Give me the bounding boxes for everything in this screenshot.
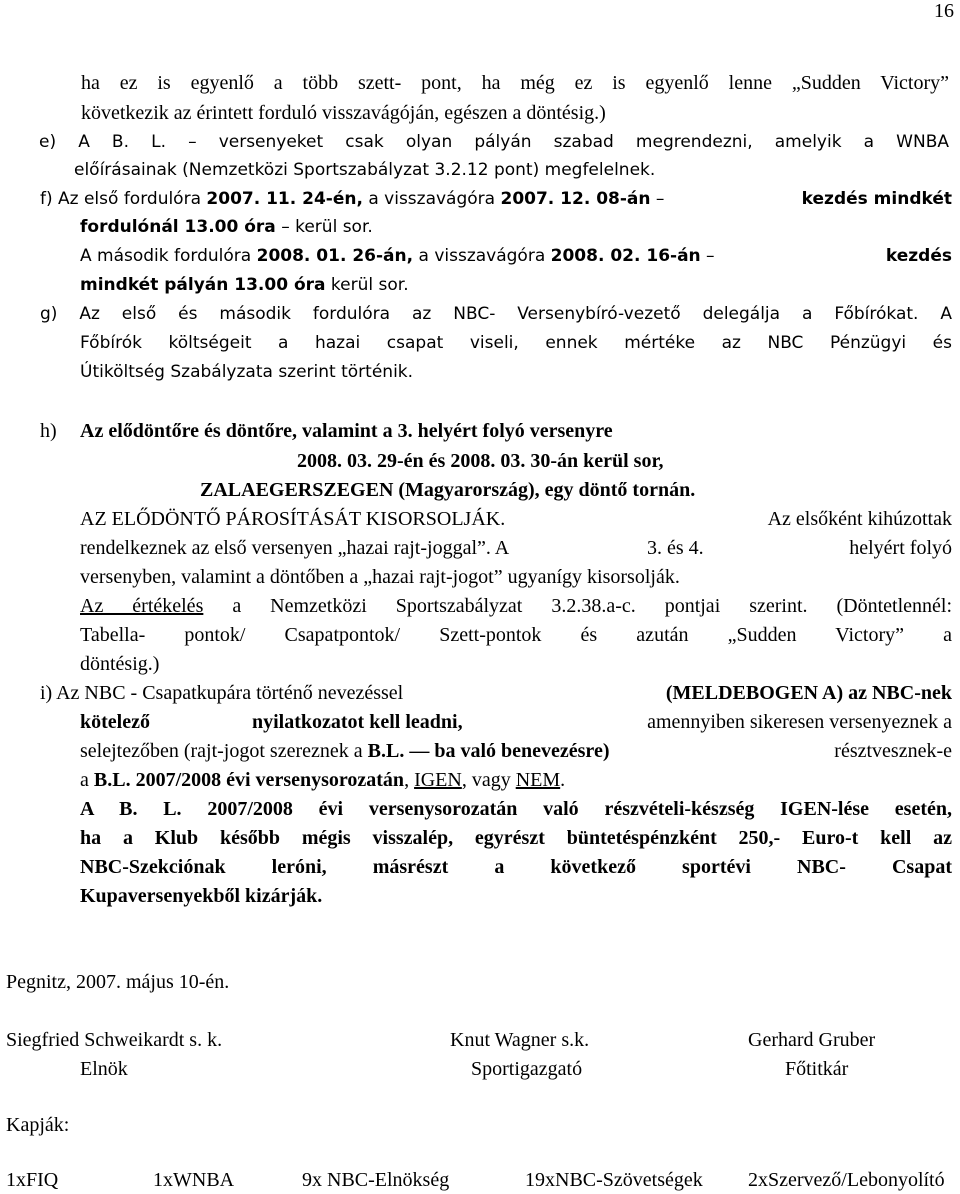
- recipient-item: 1xWNBA: [153, 1169, 235, 1191]
- text-line: Kupaversenyekből kizárják.: [80, 885, 323, 907]
- text-segment: selejtezőben (rajt-jogot szereznek a B.L. — ba való benevezésre): [80, 740, 610, 762]
- text-line: következik az érintett forduló visszavágóján, egészen a döntésig.): [81, 102, 606, 124]
- text-line: [80, 739, 952, 763]
- text-segment: nyilatkozatot kell leadni,: [252, 711, 463, 733]
- text-line: fordulónál 13.00 óra – kerül sor.: [80, 217, 373, 237]
- list-label-h: h): [40, 420, 57, 442]
- text-segment: AZ ELŐDÖNTŐ PÁROSÍTÁSÁT KISORSOLJÁK.: [80, 508, 506, 530]
- text-segment: i) Az NBC - Csapatkupára történő nevezéssel: [40, 682, 404, 704]
- text-line: [80, 710, 952, 734]
- recipient-item: 2xSzervező/Lebonyolító: [748, 1169, 945, 1191]
- text-line: [40, 681, 952, 705]
- recipient-item: 19xNBC-Szövetségek: [525, 1169, 703, 1191]
- text-line: A B. L. 2007/2008 évi versenysorozatán való részvételi-készség IGEN-lése esetén,: [80, 798, 952, 820]
- text-line: a B.L. 2007/2008 évi versenysorozatán, IGEN, vagy NEM.: [80, 769, 566, 791]
- signature-role: Sportigazgató: [471, 1058, 583, 1080]
- text-segment: (MELDEBOGEN A) az NBC-nek: [665, 682, 952, 704]
- signature-role: Főtitkár: [785, 1058, 849, 1080]
- text-line: Tabella- pontok/ Csapatpontok/ Szett-pontok és azután „Sudden Victory” a: [80, 624, 952, 646]
- page-number: 16: [934, 0, 954, 22]
- text-line: ha a Klub később mégis visszalép, egyrészt büntetéspénzként 250,- Euro-t kell az: [80, 827, 952, 849]
- text-segment: A második fordulóra 2008. 01. 26-án, a visszavágóra 2008. 02. 16-án –: [80, 246, 715, 266]
- text-line: Az értékelés a Nemzetközi Sportszabályzat 3.2.38.a-c. pontjai szerint. (Döntetlennél:: [80, 595, 952, 617]
- signature-name: Gerhard Gruber: [748, 1029, 876, 1051]
- text-segment: f) Az első fordulóra 2007. 11. 24-én, a visszavágóra 2007. 12. 08-án –: [40, 189, 665, 209]
- signature-name: Siegfried Schweikardt s. k.: [6, 1029, 223, 1051]
- text-segment: kezdés: [885, 246, 952, 266]
- place-date: Pegnitz, 2007. május 10-én.: [6, 971, 230, 993]
- text-line: [80, 536, 952, 560]
- text-segment: Az elsőként kihúzottak: [767, 508, 952, 530]
- section-h-place: ZALAEGERSZEGEN (Magyarország), egy döntő tornán.: [200, 479, 696, 501]
- text-line: mindkét pályán 13.00 óra kerül sor.: [80, 275, 409, 295]
- recipient-item: 9x NBC-Elnökség: [302, 1169, 450, 1191]
- signature-role: Elnök: [80, 1058, 128, 1080]
- section-h-dates: 2008. 03. 29-én és 2008. 03. 30-án kerül sor,: [297, 450, 664, 472]
- text-segment: 3. és 4.: [647, 537, 704, 559]
- section-h-title: Az elődöntőre és döntőre, valamint a 3. helyért folyó versenyre: [80, 420, 613, 442]
- text-line: g) Az első és második fordulóra az NBC- Versenybíró-vezető delegálja a Főbírókat. A: [40, 304, 952, 324]
- signature-name: Knut Wagner s.k.: [450, 1029, 590, 1051]
- text-line: [40, 187, 952, 211]
- text-segment: kezdés mindkét: [801, 189, 952, 209]
- text-line: előírásainak (Nemzetközi Sportszabályzat 3.2.12 pont) megfelelnek.: [74, 160, 656, 180]
- text-line: ha ez is egyenlő a több szett- pont, ha még ez is egyenlő lenne „Sudden Victory”: [81, 72, 949, 94]
- text-segment: helyért folyó: [849, 537, 952, 559]
- text-segment: rendelkeznek az első versenyen „hazai rajt-joggal”. A: [80, 537, 510, 559]
- text-line: NBC-Szekciónak leróni, másrészt a következő sportévi NBC- Csapat: [80, 856, 952, 878]
- text-line: e) A B. L. – versenyeket csak olyan pályán szabad megrendezni, amelyik a WNBA: [39, 132, 949, 152]
- recipients-label: Kapják:: [6, 1114, 70, 1136]
- text-line: Útiköltség Szabályzata szerint történik.: [80, 362, 414, 382]
- text-line: [80, 507, 952, 531]
- text-line: [80, 244, 952, 268]
- text-line: Főbírók költségeit a hazai csapat viseli, ennek mértéke az NBC Pénzügyi és: [80, 333, 952, 353]
- text-segment: kötelező: [80, 711, 150, 733]
- text-segment: amennyiben sikeresen versenyeznek a: [647, 711, 952, 733]
- text-segment: résztvesznek-e: [834, 740, 952, 762]
- text-line: döntésig.): [80, 653, 160, 675]
- recipient-item: 1xFIQ: [6, 1169, 59, 1191]
- text-line: versenyben, valamint a döntőben a „hazai rajt-jogot” ugyanígy kisorsolják.: [80, 566, 680, 588]
